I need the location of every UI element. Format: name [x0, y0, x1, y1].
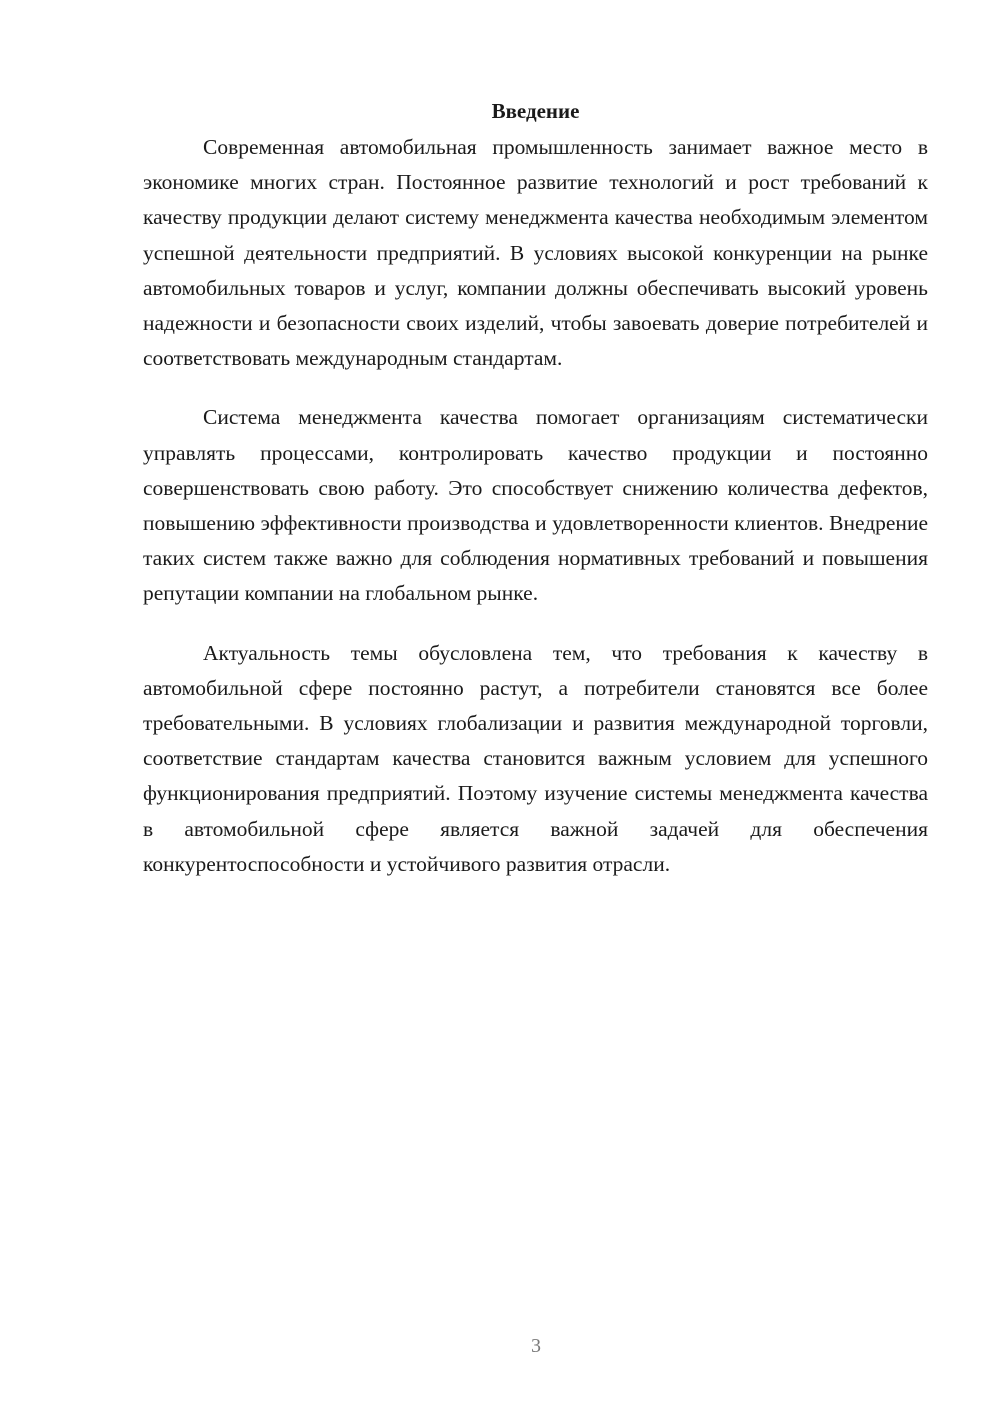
paragraph-3: Актуальность темы обусловлена тем, что требования к качеству в автомобильной сфере постоянно растут, а потребители становятся все более требовательными. В условиях глобализации и развития международной торговли, соответствие стандартам качества становится важным условием для успешного функционирования предприятий. Поэтому изучение системы менеджмента качества в автомобильной сфере является важной задачей для обеспечения конкурентоспособности и устойчивого развития отрасли.: [143, 640, 928, 876]
page-number: 3: [531, 1335, 541, 1357]
paragraph-2: Система менеджмента качества помогает организациям систематически управлять процессами, контролировать качество продукции и постоянно совершенствовать свою работу. Это способствует снижению количества дефектов, повышению эффективности производства и удовлетворенности клиентов. Внедрение таких систем также важно для соблюдения нормативных требований и повышения репутации компании на глобальном рынке.: [143, 405, 928, 606]
paragraph-1: Современная автомобильная промышленность занимает важное место в экономике многих стран. Постоянное развитие технологий и рост требований к качеству продукции делают систему менеджмента качества необходимым элементом успешной деятельности предприятий. В условиях высокой конкуренции на рынке автомобильных товаров и услуг, компании должны обеспечивать высокий уровень надежности и безопасности своих изделий, чтобы завоевать доверие потребителей и соответствовать международным стандартам.: [143, 135, 928, 371]
section-title: Введение: [491, 99, 580, 123]
page-content: [143, 96, 928, 906]
